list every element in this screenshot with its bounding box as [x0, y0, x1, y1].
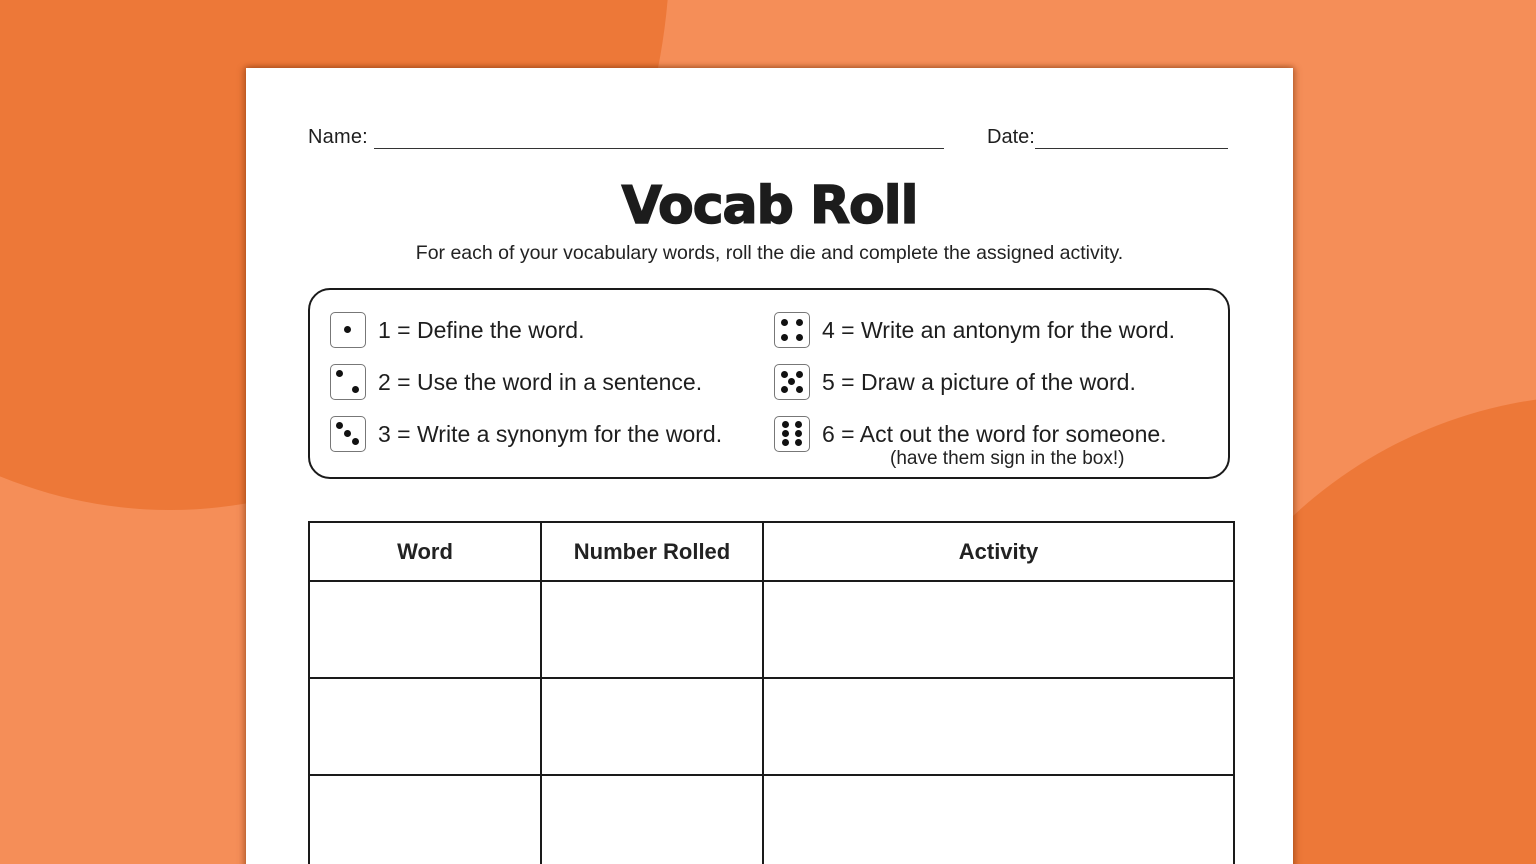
name-blank-line[interactable] — [374, 148, 944, 149]
legend-item-3 — [330, 416, 722, 452]
legend-text-2: 2 = Use the word in a sentence. — [378, 368, 703, 395]
legend-item-5 — [774, 364, 1136, 400]
table-header-row — [309, 522, 1234, 581]
word-cell[interactable] — [309, 581, 541, 678]
legend-text-6: 6 = Act out the word for someone. — [822, 420, 1167, 447]
name-label: Name: — [308, 126, 368, 148]
word-cell[interactable] — [309, 775, 541, 864]
column-header-number-rolled: Number Rolled — [541, 522, 763, 581]
activity-cell[interactable] — [763, 581, 1234, 678]
die-six-icon — [774, 416, 810, 452]
worksheet-page — [246, 68, 1293, 864]
table-row — [309, 581, 1234, 678]
word-cell[interactable] — [309, 678, 541, 775]
number-rolled-cell[interactable] — [541, 678, 763, 775]
vocab-table — [308, 521, 1235, 864]
activity-cell[interactable] — [763, 775, 1234, 864]
die-two-icon — [330, 364, 366, 400]
column-header-word: Word — [309, 522, 541, 581]
date-blank-line[interactable] — [1035, 148, 1228, 149]
die-one-icon — [330, 312, 366, 348]
legend-text-3: 3 = Write a synonym for the word. — [378, 420, 723, 447]
legend-item-2 — [330, 364, 702, 400]
legend-text-5: 5 = Draw a picture of the word. — [822, 368, 1136, 395]
column-header-activity: Activity — [763, 522, 1234, 581]
date-field[interactable] — [987, 126, 1228, 149]
number-rolled-cell[interactable] — [541, 581, 763, 678]
table-row — [309, 678, 1234, 775]
dice-legend-box — [308, 288, 1230, 479]
table-row — [309, 775, 1234, 864]
legend-item-6 — [774, 416, 1167, 452]
die-four-icon — [774, 312, 810, 348]
die-five-icon — [774, 364, 810, 400]
legend-item-1 — [330, 312, 584, 348]
date-label: Date: — [987, 126, 1035, 148]
die-three-icon — [330, 416, 366, 452]
legend-note: (have them sign in the box!) — [890, 448, 1125, 469]
activity-cell[interactable] — [763, 678, 1234, 775]
legend-text-4: 4 = Write an antonym for the word. — [822, 316, 1176, 343]
number-rolled-cell[interactable] — [541, 775, 763, 864]
page-title: Vocab Roll — [621, 176, 918, 236]
legend-text-1: 1 = Define the word. — [378, 316, 585, 343]
name-field[interactable] — [308, 126, 944, 149]
legend-item-4 — [774, 312, 1175, 348]
instructions-text: For each of your vocabulary words, roll the die and complete the assigned activity. — [415, 242, 1124, 264]
